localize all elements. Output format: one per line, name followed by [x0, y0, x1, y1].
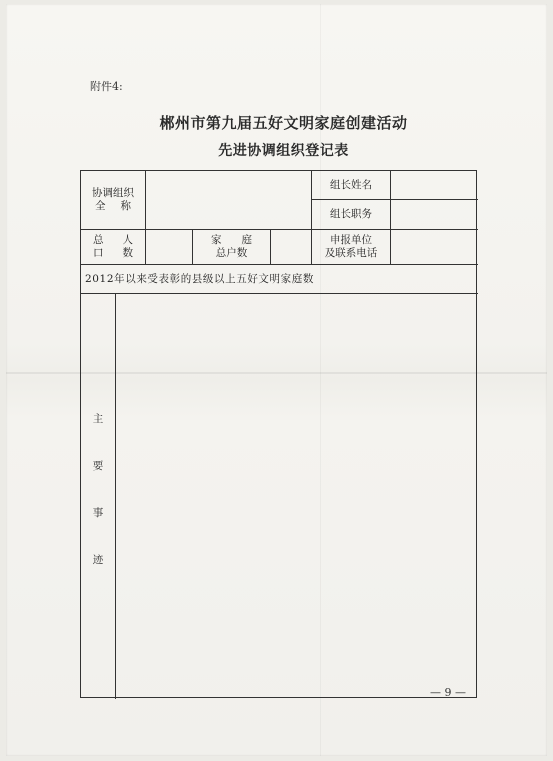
unit-phone-label-line2: 及联系电话 [324, 247, 378, 259]
households-field[interactable] [271, 230, 311, 264]
deeds-label [81, 411, 115, 599]
population-label-char: 数 [122, 247, 133, 259]
registration-form-table [80, 170, 477, 698]
population-field[interactable] [146, 230, 192, 264]
commended-families-label: 2012年以来受表彰的县级以上五好文明家庭数 [85, 272, 314, 285]
deeds-label-char: 要 [92, 460, 104, 472]
document-subtitle: 先进协调组织登记表 [218, 143, 349, 159]
deeds-label-char: 迹 [92, 554, 104, 566]
leader-name-field[interactable] [391, 171, 478, 199]
org-name-label-char: 全 [95, 200, 106, 212]
unit-phone-field[interactable] [391, 230, 478, 264]
unit-phone-label-line1: 申报单位 [330, 234, 372, 246]
households-label-char: 庭 [241, 234, 252, 246]
deeds-field[interactable] [116, 294, 478, 698]
population-label-char: 人 [122, 234, 133, 246]
population-label-char: 总 [93, 234, 104, 246]
households-label [193, 230, 270, 264]
org-name-label-char: 称 [120, 200, 131, 212]
households-label-char: 家 [211, 234, 222, 246]
page-number: — 9 — [430, 686, 466, 699]
org-name-field[interactable] [146, 171, 311, 229]
households-label-line2: 总户数 [215, 247, 248, 259]
leader-position-field[interactable] [391, 200, 478, 229]
deeds-label-char: 主 [92, 413, 104, 425]
leader-name-label: 组长姓名 [330, 178, 372, 191]
document-title: 郴州市第九届五好文明家庭创建活动 [159, 114, 408, 132]
leader-position-label: 组长职务 [330, 208, 372, 220]
attachment-label: 附件4: [90, 80, 123, 93]
population-label-char: 口 [93, 247, 104, 259]
population-label [81, 230, 145, 264]
deeds-label-char: 事 [92, 507, 104, 519]
org-name-label [81, 171, 145, 229]
org-name-label-line1: 协调组织 [92, 187, 134, 199]
unit-phone-label [312, 230, 390, 264]
